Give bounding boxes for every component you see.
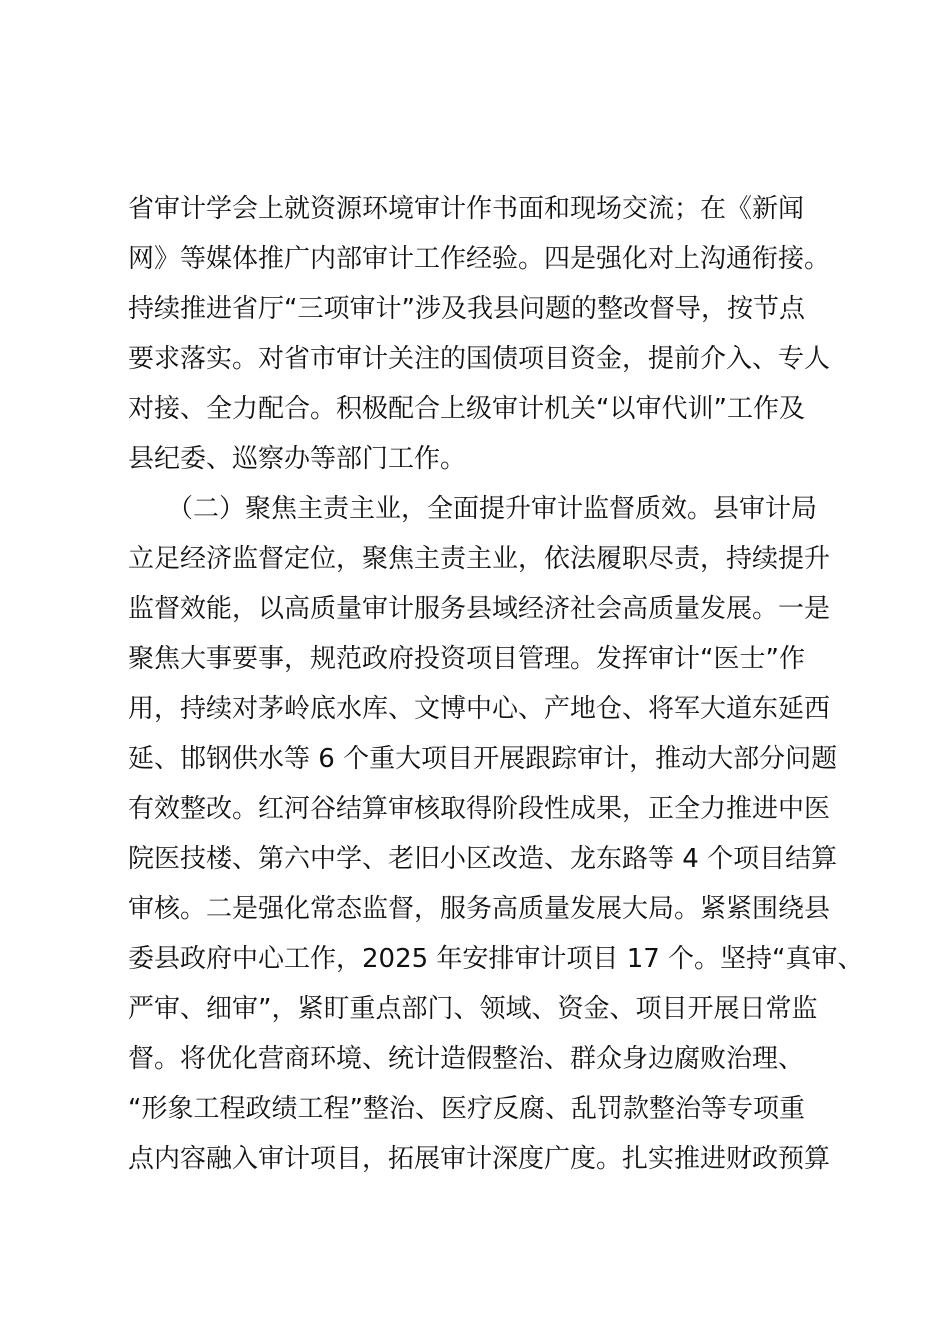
text-line-1: 省审计学会上就资源环境审计作书面和现场交流；在《新闻 [128,194,805,224]
text-line-3: 持续推进省厅“三项审计”涉及我县问题的整改督导，按节点 [128,294,805,324]
text-line-14: 院医技楼、第六中学、老旧小区改造、龙东路等 4 个项目结算 [128,844,838,874]
text-line-13: 有效整改。红河谷结算审核取得阶段性成果，正全力推进中医 [128,794,831,824]
text-line-15: 审核。二是强化常态监督，服务高质量发展大局。紧紧围绕县 [128,894,831,924]
text-line-9: 监督效能，以高质量审计服务县域经济社会高质量发展。一是 [128,594,831,624]
text-line-12: 延、邯钢供水等 6 个重大项目开展跟踪审计，推动大部分问题 [128,744,838,774]
text-line-17: 严审、细审”，紧盯重点部门、领域、资金、项目开展日常监 [128,994,818,1024]
text-line-6: 县纪委、巡察办等部门工作。 [128,444,467,474]
text-line-16: 委县政府中心工作，2025 年安排审计项目 17 个。坚持“真审、 [128,944,864,974]
text-line-8: 立足经济监督定位，聚焦主责主业，依法履职尽责，持续提升 [128,544,831,574]
text-line-18: 督。将优化营商环境、统计造假整治、群众身边腐败治理、 [128,1044,805,1074]
text-line-7: （二）聚焦主责主业，全面提升审计监督质效。县审计局 [128,494,818,524]
text-line-11: 用，持续对茅岭底水库、文博中心、产地仓、将军大道东延西 [128,694,831,724]
text-line-5: 对接、全力配合。积极配合上级审计机关“以审代训”工作及 [128,394,805,424]
text-line-4: 要求落实。对省市审计关注的国债项目资金，提前介入、专人 [128,344,831,374]
text-line-20: 点内容融入审计项目，拓展审计深度广度。扎实推进财政预算 [128,1144,831,1174]
body-text [128,184,864,1184]
text-line-19: “形象工程政绩工程”整治、医疗反腐、乱罚款整治等专项重 [128,1094,805,1124]
text-line-2: 网》等媒体推广内部审计工作经验。四是强化对上沟通衔接。 [128,244,831,274]
text-line-10: 聚焦大事要事，规范政府投资项目管理。发挥审计“医士”作 [128,644,805,674]
